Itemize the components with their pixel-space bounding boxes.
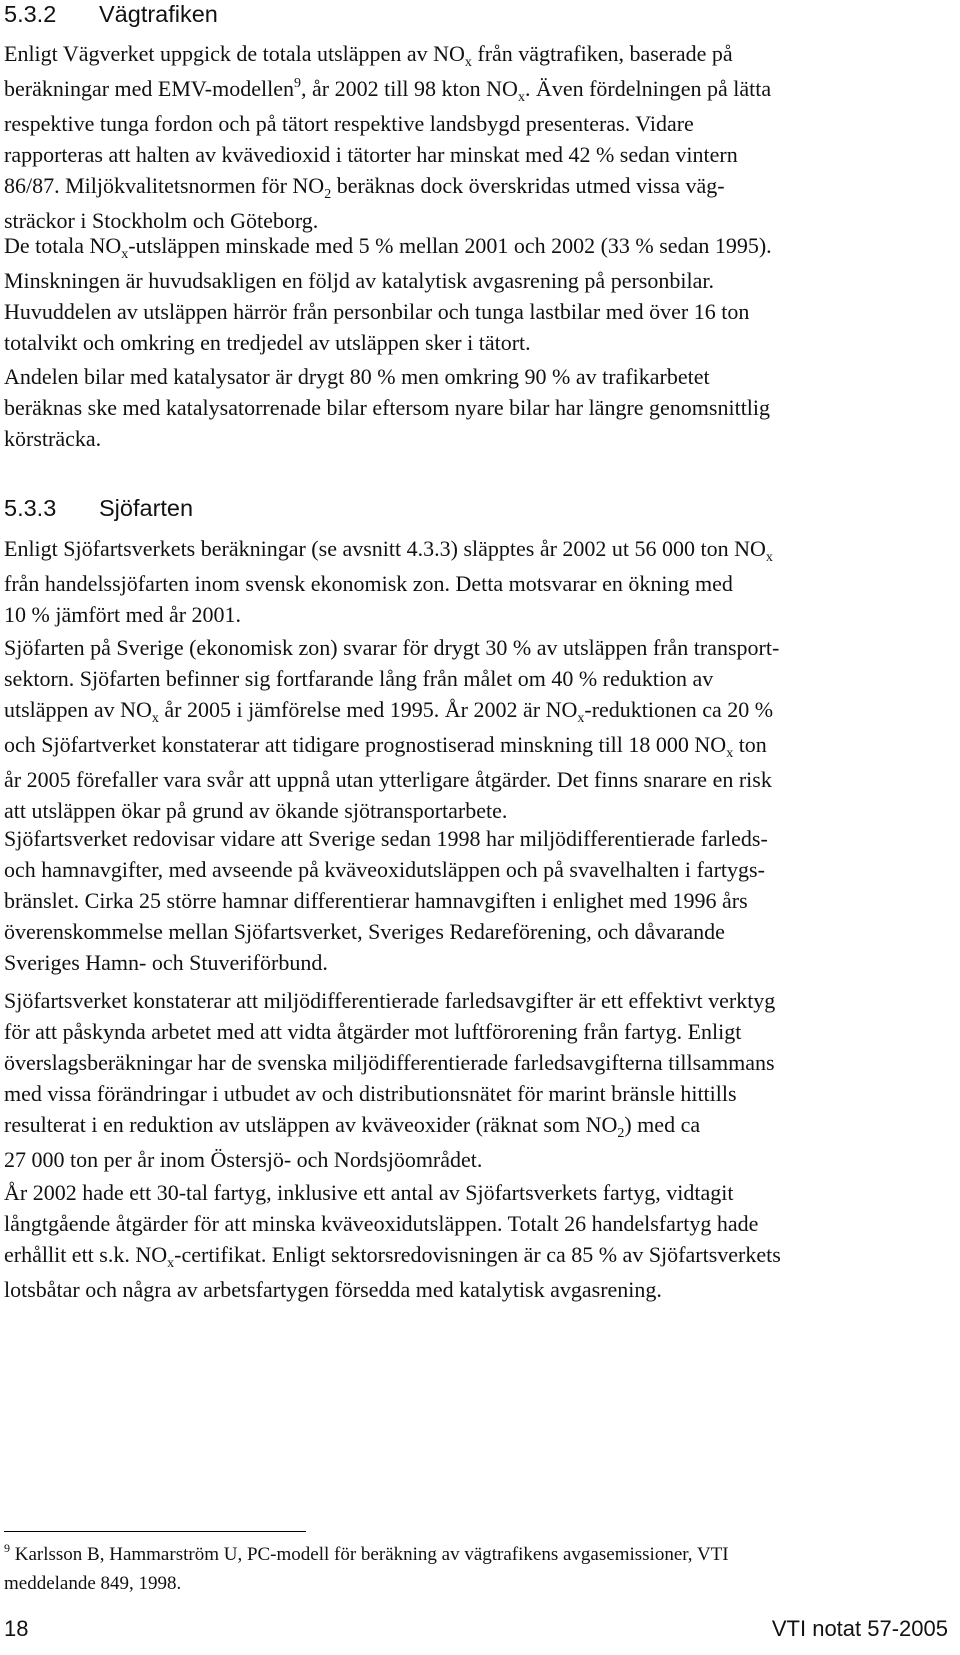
page-number: 18	[4, 1616, 29, 1641]
paragraph-fairway-fees: Sjöfartsverket redovisar vidare att Sverige sedan 1998 har miljödifferentierade farleds- och hamnavgifter, med avseende på kväveoxidutsläppen och på svavelhalten i fartygs- bränslet. Cirka 25 större hamnar differentierar hamnavgiften i enlighet med 1996 års överenskommelse mellan Sjöfartsverket, Sveriges Redareförening, och dåvarande Sveriges Hamn- och Stuveriförbund.	[4, 826, 768, 975]
paragraph-catalyst-share: Andelen bilar med katalysator är drygt 80 % men omkring 90 % av trafikarbetet beräknas ske med katalysatorrenade bilar eftersom nyare bilar har längre genomsnittlig körsträcka.	[4, 364, 771, 451]
footnote-reference: 9	[294, 76, 301, 91]
paragraph-vagtrafiken-emissions: Enligt Vägverket uppgick de totala utsläppen av $NO_x$ från vägtrafiken, baserade på beräkningar med EMV-modellen$^9$, år 2002 till 98 kton $NO_x$. Även fördelningen på lätta respektive tunga fordon och på tätort respektive landsbygd presenteras. Vidare rapporteras att halten av kvävedioxid i tätorter har minskat med 42 % sedan vintern 86/87. Miljökvalitetsnormen för $NO_2$ beräknas dock överskridas utmed vissa väg- sträckor i Stockholm och Göteborg.	[4, 41, 772, 233]
section-number: 5.3.2	[4, 1, 57, 27]
paragraph-sjofart-share: Sjöfarten på Sverige (ekonomisk zon) svarar för drygt 30 % av utsläppen från transport- sektorn. Sjöfarten befinner sig fortfarande lång från målet om 40 % reduktion av utsläppen av $NO_x$ år 2005 i jämförelse med 1995. År 2002 är $NO_x$-reduktionen ca 20 % och Sjöfartverket konstaterar att tidigare prognostiserad minskning till 18 000 $NO_x$ ton år 2005 förefaller vara svår att uppnå utan ytterligare åtgärder. Det finns snarare en risk att utsläppen ökar på grund av ökande sjötransportarbete.	[4, 635, 780, 823]
section-heading-sjofarten	[4, 495, 193, 522]
paragraph-nox-reduction: De totala $NO_x$-utsläppen minskade med 5 % mellan 2001 och 2002 (33 % sedan 1995). Minskningen är huvudsakligen en följd av katalytisk avgasrening på personbilar. Huvuddelen av utsläppen härrör från personbilar och tunga lastbilar med över 16 ton totalvikt och omkring en tredjedel av utsläppen sker i tätort.	[4, 233, 772, 355]
paragraph-fee-effectiveness: Sjöfartsverket konstaterar att miljödifferentierade farledsavgifter är ett effektivt verktyg för att påskynda arbetet med att vidta åtgärder mot luftförorening från fartyg. Enligt överslagsberäkningar har de svenska miljödifferentierade farledsavgifterna tillsammans med vissa förändringar i utbudet av och distributionsnätet för marint bränsle hittills resulterat i en reduktion av utsläppen av kväveoxider (räknat som $NO_2$) med ca 27 000 ton per år inom Östersjö- och Nordsjöområdet.	[4, 988, 776, 1172]
section-heading-vagtrafiken	[4, 1, 218, 28]
paragraph-ship-measures: År 2002 hade ett 30-tal fartyg, inklusive ett antal av Sjöfartsverkets fartyg, vidtagit långtgående åtgärder för att minska kväveoxidutsläppen. Totalt 26 handelsfartyg hade erhållit ett s.k. $NO_x$-certifikat. Enligt sektorsredovisningen är ca 85 % av Sjöfartsverkets lotsbåtar och några av arbetsfartygen försedda med katalytisk avgasrening.	[4, 1180, 781, 1302]
paragraph-sjofart-emissions: Enligt Sjöfartsverkets beräkningar (se avsnitt 4.3.3) släpptes år 2002 ut 56 000 ton $NO_x$ från handelssjöfarten inom svensk ekonomisk zon. Detta motsvarar en ökning med 10 % jämfört med år 2001.	[4, 536, 773, 627]
footnote-number: 9	[4, 1541, 10, 1555]
section-title: Vägtrafiken	[99, 1, 218, 27]
section-number: 5.3.3	[4, 495, 57, 521]
footnote: $^9$ Karlsson B, Hammarström U, PC-modell för beräkning av vägtrafikens avgasemissioner, VTI meddelande 849, 1998.	[4, 1541, 729, 1594]
report-identifier: VTI notat 57-2005	[771, 1616, 948, 1641]
footnote-separator	[4, 1531, 306, 1532]
section-title: Sjöfarten	[99, 495, 194, 521]
